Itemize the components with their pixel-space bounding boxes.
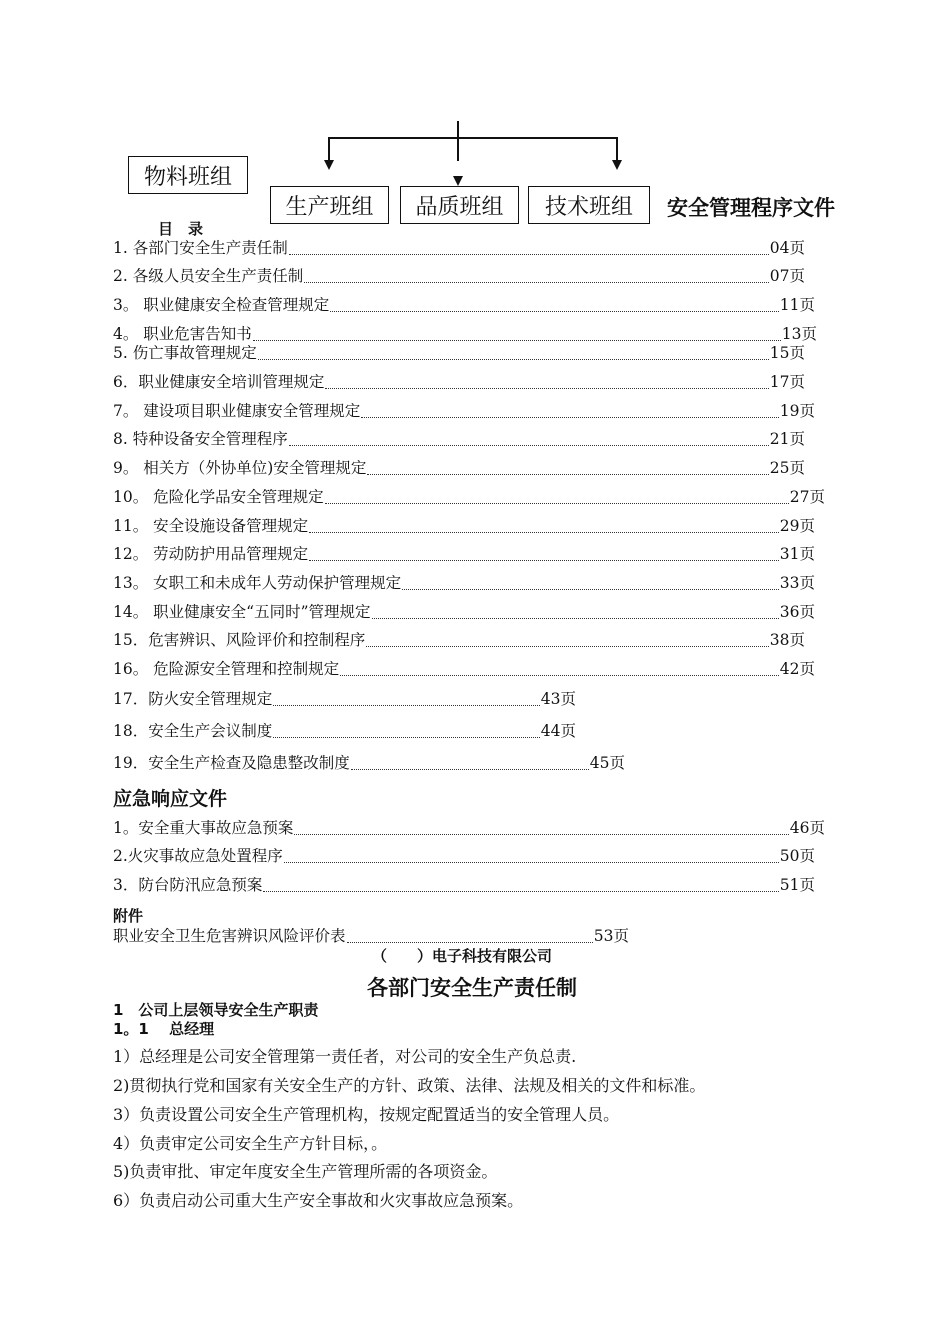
toc-item-label: 18．安全生产会议制度 bbox=[113, 722, 273, 740]
toc-item-page: 42页 bbox=[779, 660, 815, 678]
toc-item[interactable] bbox=[113, 751, 625, 773]
toc-leader bbox=[294, 833, 788, 835]
toc-leader bbox=[304, 281, 769, 283]
toc-item-label: 1. 各部门安全生产责任制 bbox=[113, 239, 288, 257]
toc-leader bbox=[289, 444, 769, 446]
paragraph: 3）负责设置公司安全生产管理机构，按规定配置适当的安全管理人员。 bbox=[113, 1105, 620, 1124]
toc-item-page: 46页 bbox=[789, 819, 825, 837]
arrow-down-icon bbox=[324, 160, 334, 170]
toc-item-page: 44页 bbox=[540, 722, 576, 740]
toc-item-label: 13。 女职工和未成年人劳动保护管理规定 bbox=[113, 574, 402, 592]
toc-leader bbox=[289, 253, 769, 255]
toc-item-label: 12。 劳动防护用品管理规定 bbox=[113, 545, 309, 563]
toc-item-label: 15．危害辨识、风险评价和控制程序 bbox=[113, 631, 366, 649]
toc-leader bbox=[402, 588, 779, 590]
toc-item-label: 1。安全重大事故应急预案 bbox=[113, 819, 294, 837]
org-box-technical: 技术班组 bbox=[528, 186, 650, 224]
toc-leader bbox=[372, 617, 779, 619]
org-box-material: 物料班组 bbox=[128, 156, 248, 194]
paragraph: 4）负责审定公司安全生产方针目标，。 bbox=[113, 1134, 388, 1153]
toc-item[interactable] bbox=[113, 514, 815, 536]
toc-leader bbox=[351, 768, 589, 770]
emergency-heading: 应急响应文件 bbox=[113, 788, 228, 810]
doc-title: 安全管理程序文件 bbox=[667, 196, 835, 220]
toc-leader bbox=[263, 890, 778, 892]
toc-item-label: 5. 伤亡事故管理规定 bbox=[113, 344, 257, 362]
toc-item-page: 36页 bbox=[779, 603, 815, 621]
org-connector-left bbox=[328, 137, 330, 162]
toc-item-page: 07页 bbox=[769, 267, 805, 285]
toc-item-page: 45页 bbox=[589, 754, 625, 772]
toc-leader bbox=[273, 736, 540, 738]
toc-item[interactable] bbox=[113, 427, 805, 449]
toc-leader bbox=[366, 645, 769, 647]
toc-item-page: 21页 bbox=[769, 430, 805, 448]
toc-item-page: 15页 bbox=[769, 344, 805, 362]
emergency-item[interactable] bbox=[113, 844, 815, 866]
toc-item-page: 38页 bbox=[769, 631, 805, 649]
toc-item[interactable] bbox=[113, 657, 815, 679]
toc-leader bbox=[325, 502, 789, 504]
appendix-heading: 附件 bbox=[113, 907, 144, 925]
toc-item-page: 51页 bbox=[779, 876, 815, 894]
toc-item-label: 14。 职业健康安全“五同时”管理规定 bbox=[113, 603, 371, 621]
toc-item-page: 29页 bbox=[779, 517, 815, 535]
org-connector-vertical bbox=[457, 121, 459, 161]
toc-item-page: 19页 bbox=[779, 402, 815, 420]
emergency-item[interactable] bbox=[113, 873, 815, 895]
toc-item[interactable] bbox=[113, 485, 825, 507]
toc-leader bbox=[258, 358, 769, 360]
toc-item[interactable] bbox=[113, 370, 805, 392]
toc-item[interactable] bbox=[113, 341, 805, 363]
toc-leader bbox=[309, 559, 779, 561]
toc-item[interactable] bbox=[113, 293, 815, 315]
toc-item-page: 25页 bbox=[769, 459, 805, 477]
company-name: （ ）电子科技有限公司 bbox=[372, 947, 553, 965]
org-box-production: 生产班组 bbox=[270, 186, 389, 224]
toc-item-page: 11页 bbox=[779, 296, 815, 314]
toc-item[interactable] bbox=[113, 719, 576, 741]
emergency-item[interactable] bbox=[113, 816, 825, 838]
section-title: 各部门安全生产责任制 bbox=[367, 976, 577, 1000]
toc-item-page: 27页 bbox=[789, 488, 825, 506]
toc-leader bbox=[309, 531, 779, 533]
arrow-down-icon bbox=[612, 160, 622, 170]
org-connector-horizontal bbox=[328, 137, 618, 139]
toc-item-label: 7。 建设项目职业健康安全管理规定 bbox=[113, 402, 361, 420]
toc-item[interactable] bbox=[113, 236, 805, 258]
toc-item[interactable] bbox=[113, 628, 805, 650]
toc-item-page: 33页 bbox=[779, 574, 815, 592]
toc-item-page: 17页 bbox=[769, 373, 805, 391]
toc-item[interactable] bbox=[113, 600, 815, 622]
toc-item-label: 11。 安全设施设备管理规定 bbox=[113, 517, 309, 535]
toc-leader bbox=[361, 416, 778, 418]
toc-leader bbox=[367, 473, 768, 475]
toc-item-label: 17．防火安全管理规定 bbox=[113, 690, 273, 708]
subsection-heading: 1。1 总经理 bbox=[113, 1020, 215, 1038]
toc-item-label: 19．安全生产检查及隐患整改制度 bbox=[113, 754, 350, 772]
toc-leader bbox=[330, 310, 778, 312]
paragraph: 5)负责审批、审定年度安全生产管理所需的各项资金。 bbox=[113, 1162, 498, 1181]
toc-item-label: 4。 职业危害告知书 bbox=[113, 325, 252, 343]
org-box-quality: 品质班组 bbox=[400, 186, 519, 224]
toc-leader bbox=[284, 861, 779, 863]
toc-leader bbox=[347, 941, 593, 943]
paragraph: 1）总经理是公司安全管理第一责任者，对公司的安全生产负总责. bbox=[113, 1047, 577, 1066]
toc-item-page: 13页 bbox=[781, 325, 817, 343]
toc-leader bbox=[273, 704, 540, 706]
toc-item[interactable] bbox=[113, 687, 576, 709]
toc-leader bbox=[340, 674, 779, 676]
toc-item-label: 10。 危险化学品安全管理规定 bbox=[113, 488, 324, 506]
org-connector-right bbox=[616, 137, 618, 162]
toc-item-label: 9。 相关方（外协单位)安全管理规定 bbox=[113, 459, 367, 477]
toc-item[interactable] bbox=[113, 399, 815, 421]
toc-leader bbox=[325, 387, 768, 389]
toc-item-page: 53页 bbox=[593, 927, 629, 945]
paragraph: 6）负责启动公司重大生产安全事故和火灾事故应急预案。 bbox=[113, 1191, 524, 1210]
toc-item-label: 6．职业健康安全培训管理规定 bbox=[113, 373, 325, 391]
toc-item-page: 50页 bbox=[779, 847, 815, 865]
toc-item-page: 04页 bbox=[769, 239, 805, 257]
toc-item[interactable] bbox=[113, 264, 805, 286]
toc-item-label: 16。 危险源安全管理和控制规定 bbox=[113, 660, 340, 678]
toc-item-label: 3．防台防汛应急预案 bbox=[113, 876, 263, 894]
toc-item-page: 43页 bbox=[540, 690, 576, 708]
toc-item-label: 职业安全卫生危害辨识风险评价表 bbox=[113, 927, 346, 945]
toc-item-label: 3。 职业健康安全检查管理规定 bbox=[113, 296, 330, 314]
arrow-down-icon bbox=[453, 176, 463, 186]
toc-item[interactable] bbox=[113, 456, 805, 478]
toc-item-label: 2. 各级人员安全生产责任制 bbox=[113, 267, 304, 285]
toc-item-page: 31页 bbox=[779, 545, 815, 563]
paragraph: 2)贯彻执行党和国家有关安全生产的方针、政策、法律、法规及相关的文件和标准。 bbox=[113, 1076, 706, 1095]
toc-item[interactable] bbox=[113, 542, 815, 564]
subsection-heading: 1 公司上层领导安全生产职责 bbox=[113, 1001, 319, 1019]
toc-item-label: 8. 特种设备安全管理程序 bbox=[113, 430, 288, 448]
toc-item-label: 2.火灾事故应急处置程序 bbox=[113, 847, 283, 865]
toc-heading: 目 录 bbox=[158, 220, 204, 238]
toc-item[interactable] bbox=[113, 571, 815, 593]
appendix-item[interactable] bbox=[113, 924, 629, 946]
